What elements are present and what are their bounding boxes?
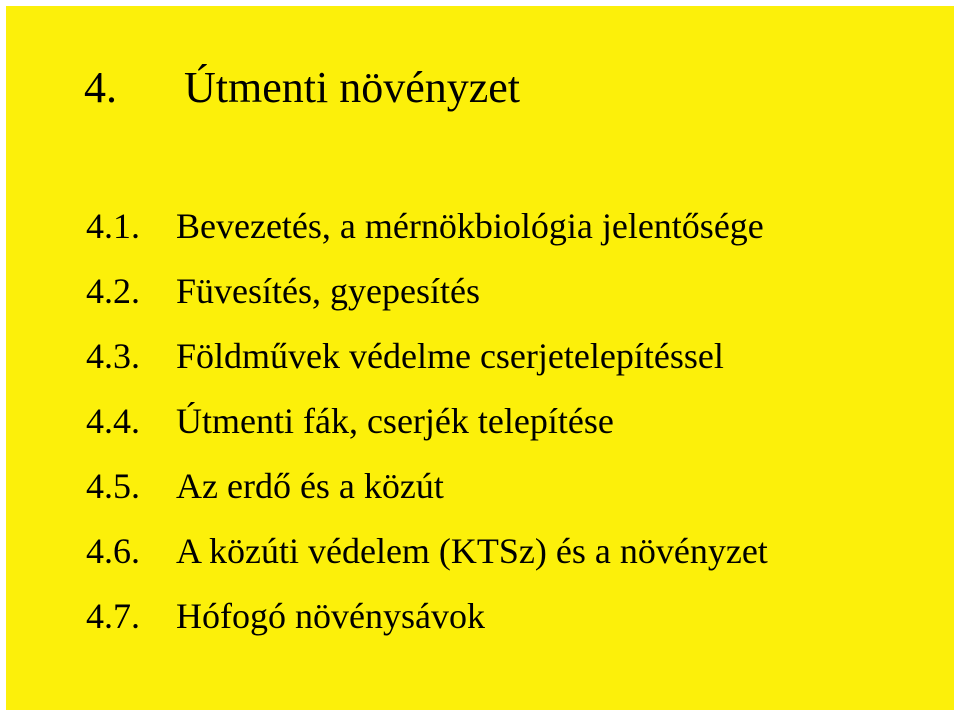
item-number: 4.7.: [86, 596, 140, 636]
item-text: Hófogó növénysávok: [176, 596, 485, 636]
list-item: [86, 332, 768, 397]
item-number: 4.3.: [86, 336, 140, 376]
contents-list: [86, 202, 768, 657]
item-text: Útmenti fák, cserjék telepítése: [176, 401, 614, 441]
list-item: [86, 592, 768, 657]
title-number: 4.: [84, 63, 117, 112]
list-item: [86, 202, 768, 267]
item-text: A közúti védelem (KTSz) és a növényzet: [176, 531, 768, 571]
list-item: [86, 267, 768, 332]
item-text: Bevezetés, a mérnökbiológia jelentősége: [176, 206, 764, 246]
item-number: 4.6.: [86, 531, 140, 571]
item-number: 4.4.: [86, 401, 140, 441]
item-text: Az erdő és a közút: [176, 466, 444, 506]
item-number: 4.1.: [86, 206, 140, 246]
item-number: 4.2.: [86, 271, 140, 311]
item-number: 4.5.: [86, 466, 140, 506]
title-text: Útmenti növényzet: [184, 63, 521, 112]
list-item: [86, 527, 768, 592]
list-item: [86, 462, 768, 527]
slide-title: [84, 58, 520, 118]
item-text: Füvesítés, gyepesítés: [176, 271, 480, 311]
list-item: [86, 397, 768, 462]
item-text: Földművek védelme cserjetelepítéssel: [176, 336, 724, 376]
slide-background: [6, 6, 954, 710]
